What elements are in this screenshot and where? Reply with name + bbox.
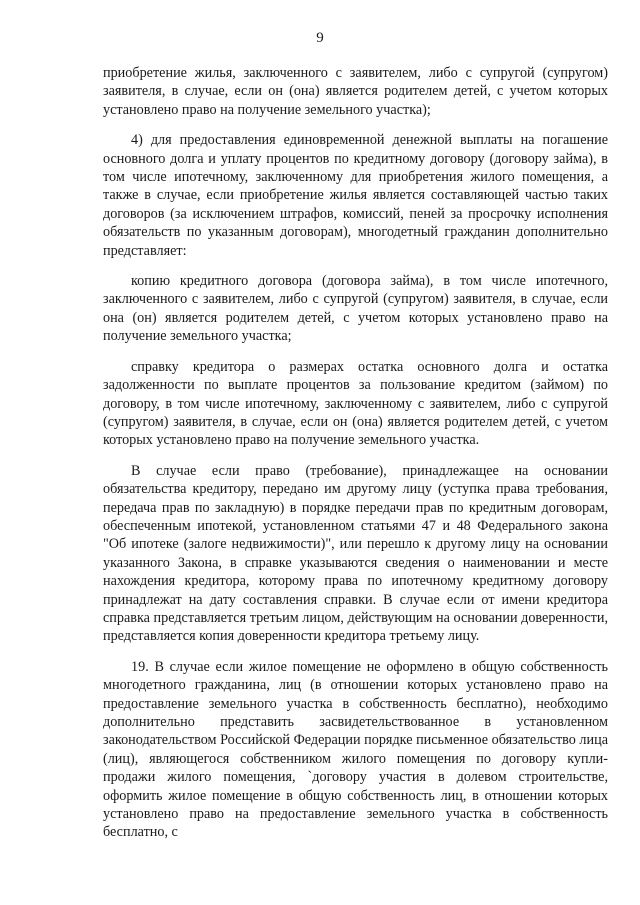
paragraph-gap: [103, 450, 608, 462]
paragraph-gap: [103, 346, 608, 358]
paragraph-continuation: приобретение жилья, заключенного с заявителем, либо с супругой (супругом) заявителя, в случае, если он (она) является родителем детей, с учетом которых установлено право на получение земельного участка);: [103, 65, 608, 118]
paragraph-rights-transfer: В случае если право (требование), принадлежащее на основании обязательства кредитору, передано им другому лицу (уступка права требования, передача прав по закладную) в порядке передачи прав по кредитным договорам, обеспеченным ипотекой, установленном статьями 47 и 48 Федерального закона "Об ипотеке (залоге недвижимости)", или перешло к другому лицу на основании указанного Закона, в справке указываются сведения о наименовании и месте нахождения кредитора, которому права по ипотечному кредитному договору принадлежат на дату составления справки. В случае если от имени кредитора справка представляется третьим лицом, действующим на основании доверенности, представляется копия доверенности кредитора третьему лицу.: [103, 462, 608, 645]
paragraph-item-19: 19. В случае если жилое помещение не оформлено в общую собственность многодетного гражданина, лиц (в отношении которых установлено право на предоставление земельного участка в собственность бесплатно), необходимо дополнительно представить засвидетельствованное в установленном законодательством Российской Федерации порядке письменное обязательство лица (лиц), являющегося собственником жилого помещения по договору купли-продажи жилого помещения, `договору участия в долевом строительстве, оформить жилое помещение в общую собственность лиц, в отношении которых установлено право на предоставление земельного участка в собственность бесплатно, с: [103, 658, 608, 841]
paragraph-loan-contract-copy: копию кредитного договора (договора займа), в том числе ипотечного, заключенного с заявителем, либо с супругой (супругом) заявителя, в случае, если она (он) является родителем детей, с учетом которых установлено право на получение земельного участка;: [103, 273, 608, 345]
page-number: 9: [316, 30, 324, 46]
paragraph-gap: [103, 260, 608, 272]
paragraph-item-4: 4) для предоставления единовременной денежной выплаты на погашение основного долга и уплату процентов по кредитному договору (договору займа), в том числе ипотечному, заключенному для приобретения жилого помещения, а также в случае, если приобретение жилья является составляющей частью таких договоров (за исключением штрафов, комиссий, пеней за просрочку исполнения обязательств по указанным договорам), многодетный гражданин дополнительно представляет:: [103, 132, 608, 259]
paragraph-gap: [103, 646, 608, 658]
paragraph-gap: [103, 119, 608, 131]
document-body: [103, 64, 608, 842]
paragraph-creditor-certificate: справку кредитора о размерах остатка основного долга и остатка задолженности по выплате процентов за пользование кредитом (займом) по договору, в том числе ипотечному, заключенному с заявителем, либо с супругой (супругом) заявителя, в случае, если он (она) является родителем детей, с учетом которых установлено право на получение земельного участка.: [103, 358, 608, 449]
